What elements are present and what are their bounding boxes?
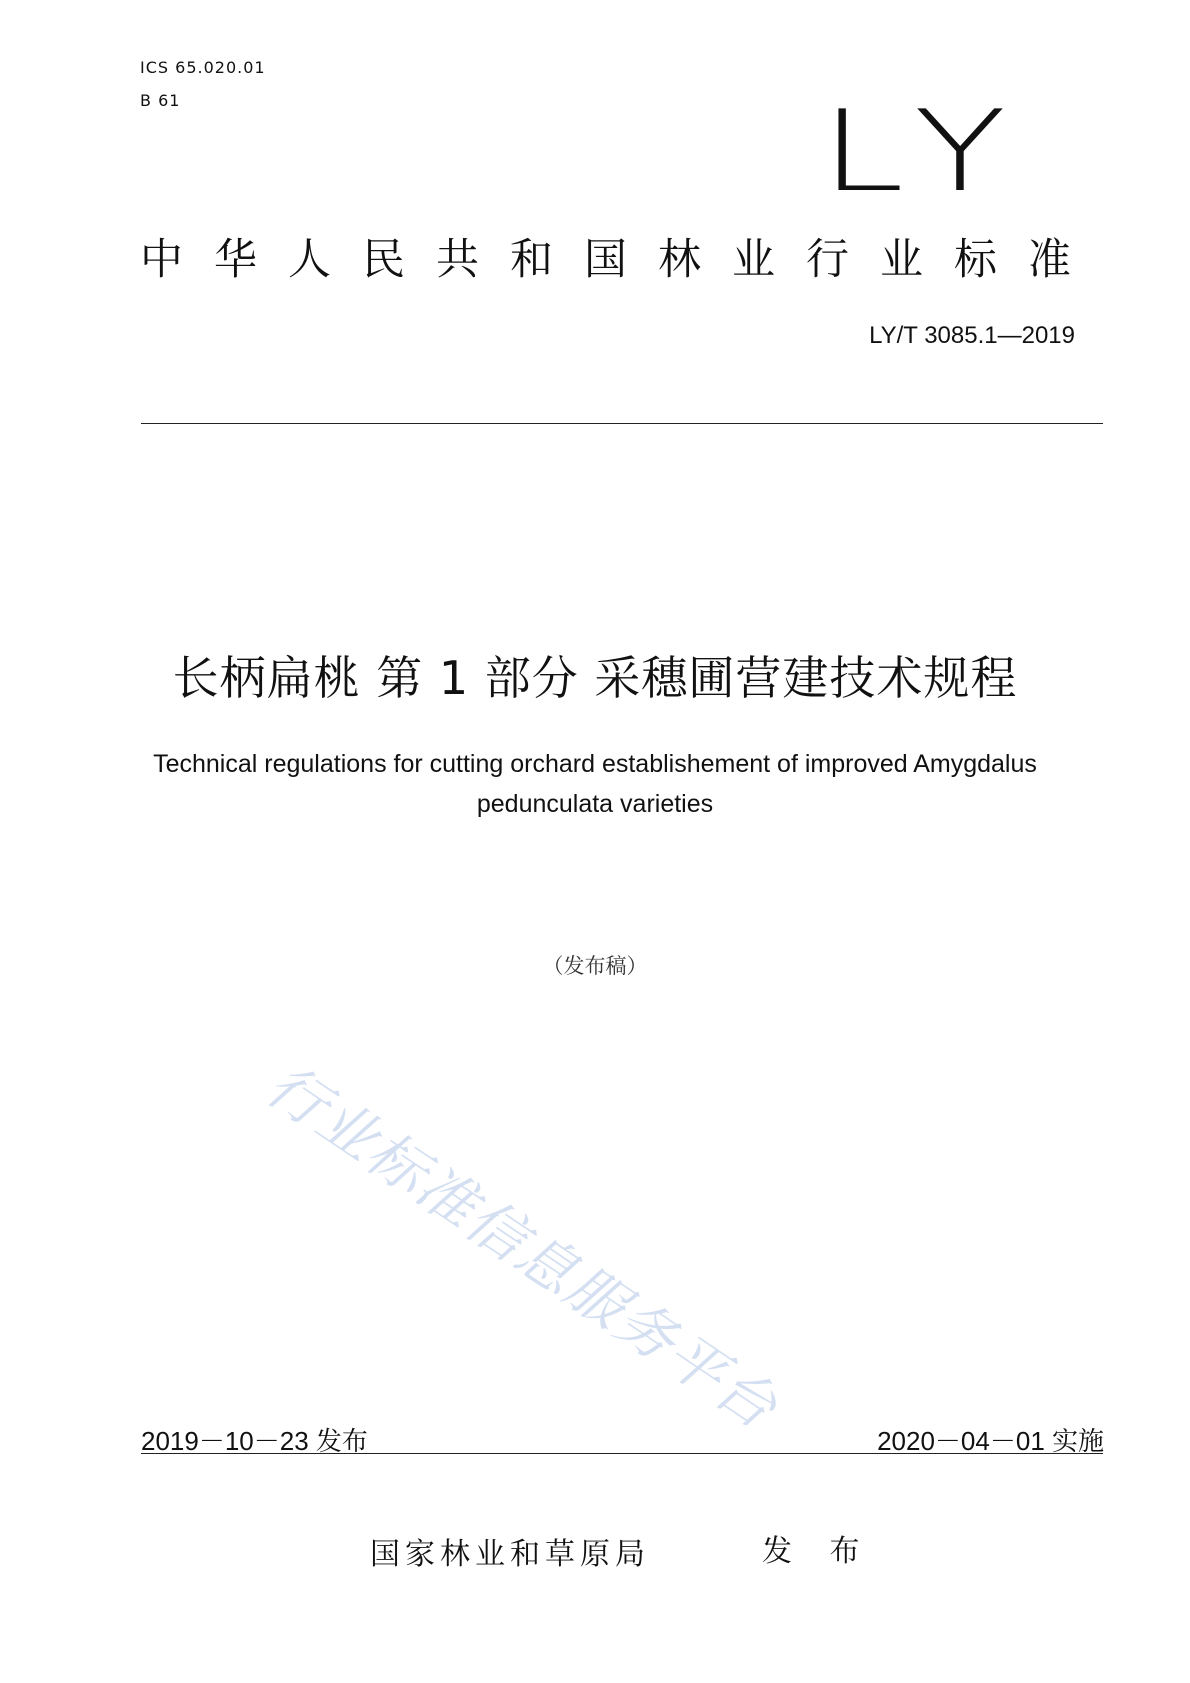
standard-number: LY/T 3085.1—2019: [869, 322, 1075, 349]
document-title-en: Technical regulations for cutting orchard establishement of improved Amygdalus pedunculata varieties: [153, 750, 1037, 818]
ics-code: ICS 65.020.01: [140, 58, 266, 77]
ccs-code: B 61: [140, 91, 181, 110]
footer-divider: [141, 1453, 1103, 1454]
document-title-cn: 长柄扁桃 第 1 部分 采穗圃营建技术规程: [172, 651, 1018, 705]
standard-title: 中华人民共和国林业行业标准: [140, 235, 1102, 285]
draft-note: （发布稿）: [542, 954, 648, 978]
issue-date: 2019－10－23 发布: [141, 1426, 368, 1456]
watermark: 行业标准信息服务平台: [254, 1050, 791, 1443]
issue-label: 发 布: [762, 1534, 874, 1569]
implementation-date: 2020－04－01 实施: [877, 1426, 1104, 1456]
issuing-authority: 国家林业和草原局: [370, 1537, 650, 1572]
header-divider: [141, 423, 1103, 424]
ly-logo: LY: [820, 87, 1036, 217]
